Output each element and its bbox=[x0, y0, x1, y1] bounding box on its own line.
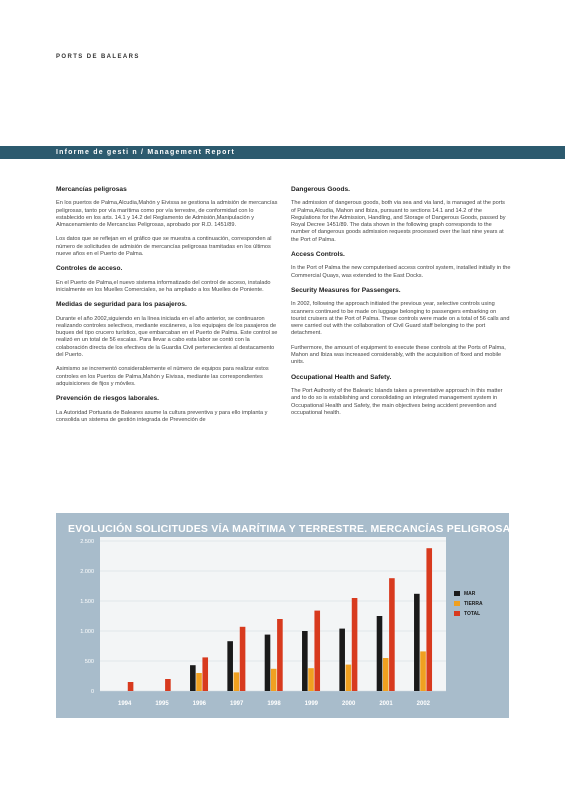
y-tick-label: 500 bbox=[84, 659, 94, 665]
x-tick-label: 1998 bbox=[267, 701, 281, 707]
paragraph: Los datos que se reflejan en el gráfico que se muestra a continuación, corresponden al número de solicitudes de admisión de mercancías peligrosas tramitadas en los últimos nueve años en el Puerto de Palma. bbox=[56, 236, 272, 258]
legend-swatch bbox=[454, 601, 460, 606]
running-head: PORTS DE BALEARS bbox=[56, 54, 140, 60]
y-tick-label: 1.000 bbox=[80, 629, 94, 635]
bar bbox=[302, 631, 308, 691]
section-heading: Mercancías peligrosas bbox=[56, 186, 127, 193]
chart-title: EVOLUCIÓN SOLICITUDES VÍA MARÍTIMA Y TERRESTRE. MERCANCÍAS PELIGROSAS bbox=[68, 523, 518, 535]
x-tick-label: 1994 bbox=[117, 701, 132, 707]
bar bbox=[314, 611, 320, 691]
x-tick-label: 2001 bbox=[379, 701, 393, 707]
y-tick-label: 2.500 bbox=[80, 539, 94, 545]
bar bbox=[202, 657, 208, 691]
bar bbox=[196, 673, 202, 691]
bar bbox=[383, 658, 389, 691]
spanish-column bbox=[56, 186, 278, 431]
section-band bbox=[0, 146, 565, 159]
legend-swatch bbox=[454, 611, 460, 616]
bar bbox=[234, 672, 240, 691]
paragraph: Durante el año 2002,siguiendo en la línea iniciada en el año anterior, se continuaron realizando controles selectivos, mediante escáneres, a los equipajes de los pasajeros de buques del tipo crucero turístico, que embarcaban en el Puerto de Palma. Este control se realizó en un total de 56 escalas. Para llevar a cabo esta labor se contó con la colaboración directa de los efectivos de la Guardia Civil pertenecientes al destacamento del Puerto. bbox=[56, 315, 278, 359]
bar bbox=[414, 594, 420, 691]
bar-chart bbox=[56, 513, 509, 718]
x-tick-label: 1996 bbox=[192, 701, 207, 707]
x-tick-label: 1999 bbox=[304, 701, 319, 707]
section-heading: Occupational Health and Safety. bbox=[291, 373, 392, 381]
bar bbox=[271, 669, 277, 691]
bar bbox=[277, 619, 283, 691]
bar bbox=[227, 641, 233, 691]
chart-panel bbox=[56, 513, 518, 718]
section-title: Informe de gesti n / Management Report bbox=[56, 149, 236, 156]
bar bbox=[165, 679, 171, 691]
section-heading: Security Measures for Passengers. bbox=[291, 286, 401, 294]
bar bbox=[128, 682, 134, 691]
y-tick-label: 2.000 bbox=[80, 569, 94, 575]
bar bbox=[352, 598, 358, 691]
paragraph: The admission of dangerous goods, both via sea and via land, is managed at the ports of Palma,Alcudia, Mahon and Ibiza, pursuant to sections 14.1 and 14.2 of the Regulations for the Admission, Handling, and Storage of Dangerous Goods, passed by Royal Decree 1451/89. The data shown in the following graph corresponds to the number of dangerous goods admission requests processed over the last nine years at the Port of Palma. bbox=[291, 200, 506, 243]
legend-label: TIERRA bbox=[464, 601, 483, 607]
legend-swatch bbox=[454, 591, 460, 596]
section-heading: Prevención de riesgos laborales. bbox=[56, 395, 159, 403]
y-tick-label: 0 bbox=[90, 689, 94, 695]
bar bbox=[346, 665, 352, 691]
paragraph: En los puertos de Palma,Alcudia,Mahón y Eivissa se gestiona la admisión de mercancías peligrosas, tanto por vía marítima como por vía terrestre, de conformidad con lo establecido en los arts. 14.1 y 14.2 del Reglamento de Admisión,Manipulación y Almacenamiento de Mercancías Peligrosas, aprobado por R.D. 1451/89. bbox=[56, 200, 278, 229]
legend-label: TOTAL bbox=[464, 611, 481, 617]
bar bbox=[426, 548, 432, 691]
paragraph: La Autoridad Portuaria de Baleares asume la cultura preventiva y para ello implanta y consolida un sistema de gestión integrada de Prevención de bbox=[56, 409, 268, 423]
bar bbox=[240, 627, 246, 691]
bar bbox=[339, 629, 345, 691]
x-tick-label: 1995 bbox=[155, 701, 169, 707]
bar bbox=[389, 578, 395, 691]
paragraph: Furthermore, the amount of equipment to execute these controls at the Ports of Palma, Mahon and Ibiza was increased considerably, with the acquisition of fixed and mobile units. bbox=[291, 344, 506, 366]
x-tick-label: 2000 bbox=[341, 701, 356, 707]
bar bbox=[377, 616, 383, 691]
section-heading: Access Controls. bbox=[291, 251, 345, 259]
paragraph: En el Puerto de Palma,el nuevo sistema informatizado del control de acceso, instalado inicialmente en los Muelles Comerciales, se ha ampliado a los Muelles de Poniente. bbox=[56, 279, 271, 293]
x-tick-label: 1997 bbox=[229, 701, 244, 707]
section-heading: Controles de acceso. bbox=[56, 265, 123, 273]
paragraph: Asimismo se incrementó considerablemente el número de equipos para realizar estos controles en los Puertos de Palma,Mahón y Eivissa, mediante las correspondientes adquisiciones de fijos y móviles. bbox=[56, 366, 269, 387]
x-tick-label: 2002 bbox=[416, 701, 431, 707]
section-heading: Dangerous Goods. bbox=[291, 186, 350, 193]
section-heading: Medidas de seguridad para los pasajeros. bbox=[56, 301, 187, 309]
bar bbox=[420, 651, 426, 691]
english-column bbox=[291, 186, 511, 424]
bar bbox=[265, 635, 271, 691]
paragraph: The Port Authority of the Balearic Islands takes a preventative approach in this matter and to do so is establishing and consolidating an integrated management system in Occupational Health and Safety, the main objectives being accident prevention and occupational health. bbox=[291, 387, 503, 416]
paragraph: In the Port of Palma the new computerised access control system, installed initially in the Commercial Quays, was extended to the East Docks. bbox=[291, 265, 511, 279]
y-tick-label: 1.500 bbox=[80, 599, 94, 605]
bar bbox=[190, 665, 196, 691]
bar bbox=[308, 668, 314, 691]
paragraph: In 2002, following the approach initiated the previous year, selective controls using scanners continued to be made on luggage belonging to passengers embarking on tourist cruisers at the Port of Palma. These controls were made on a total of 56 calls and were carried out with the collaboration of Civil Guard staff belonging to the port detachment. bbox=[291, 301, 510, 337]
legend-label: MAR bbox=[464, 591, 476, 597]
